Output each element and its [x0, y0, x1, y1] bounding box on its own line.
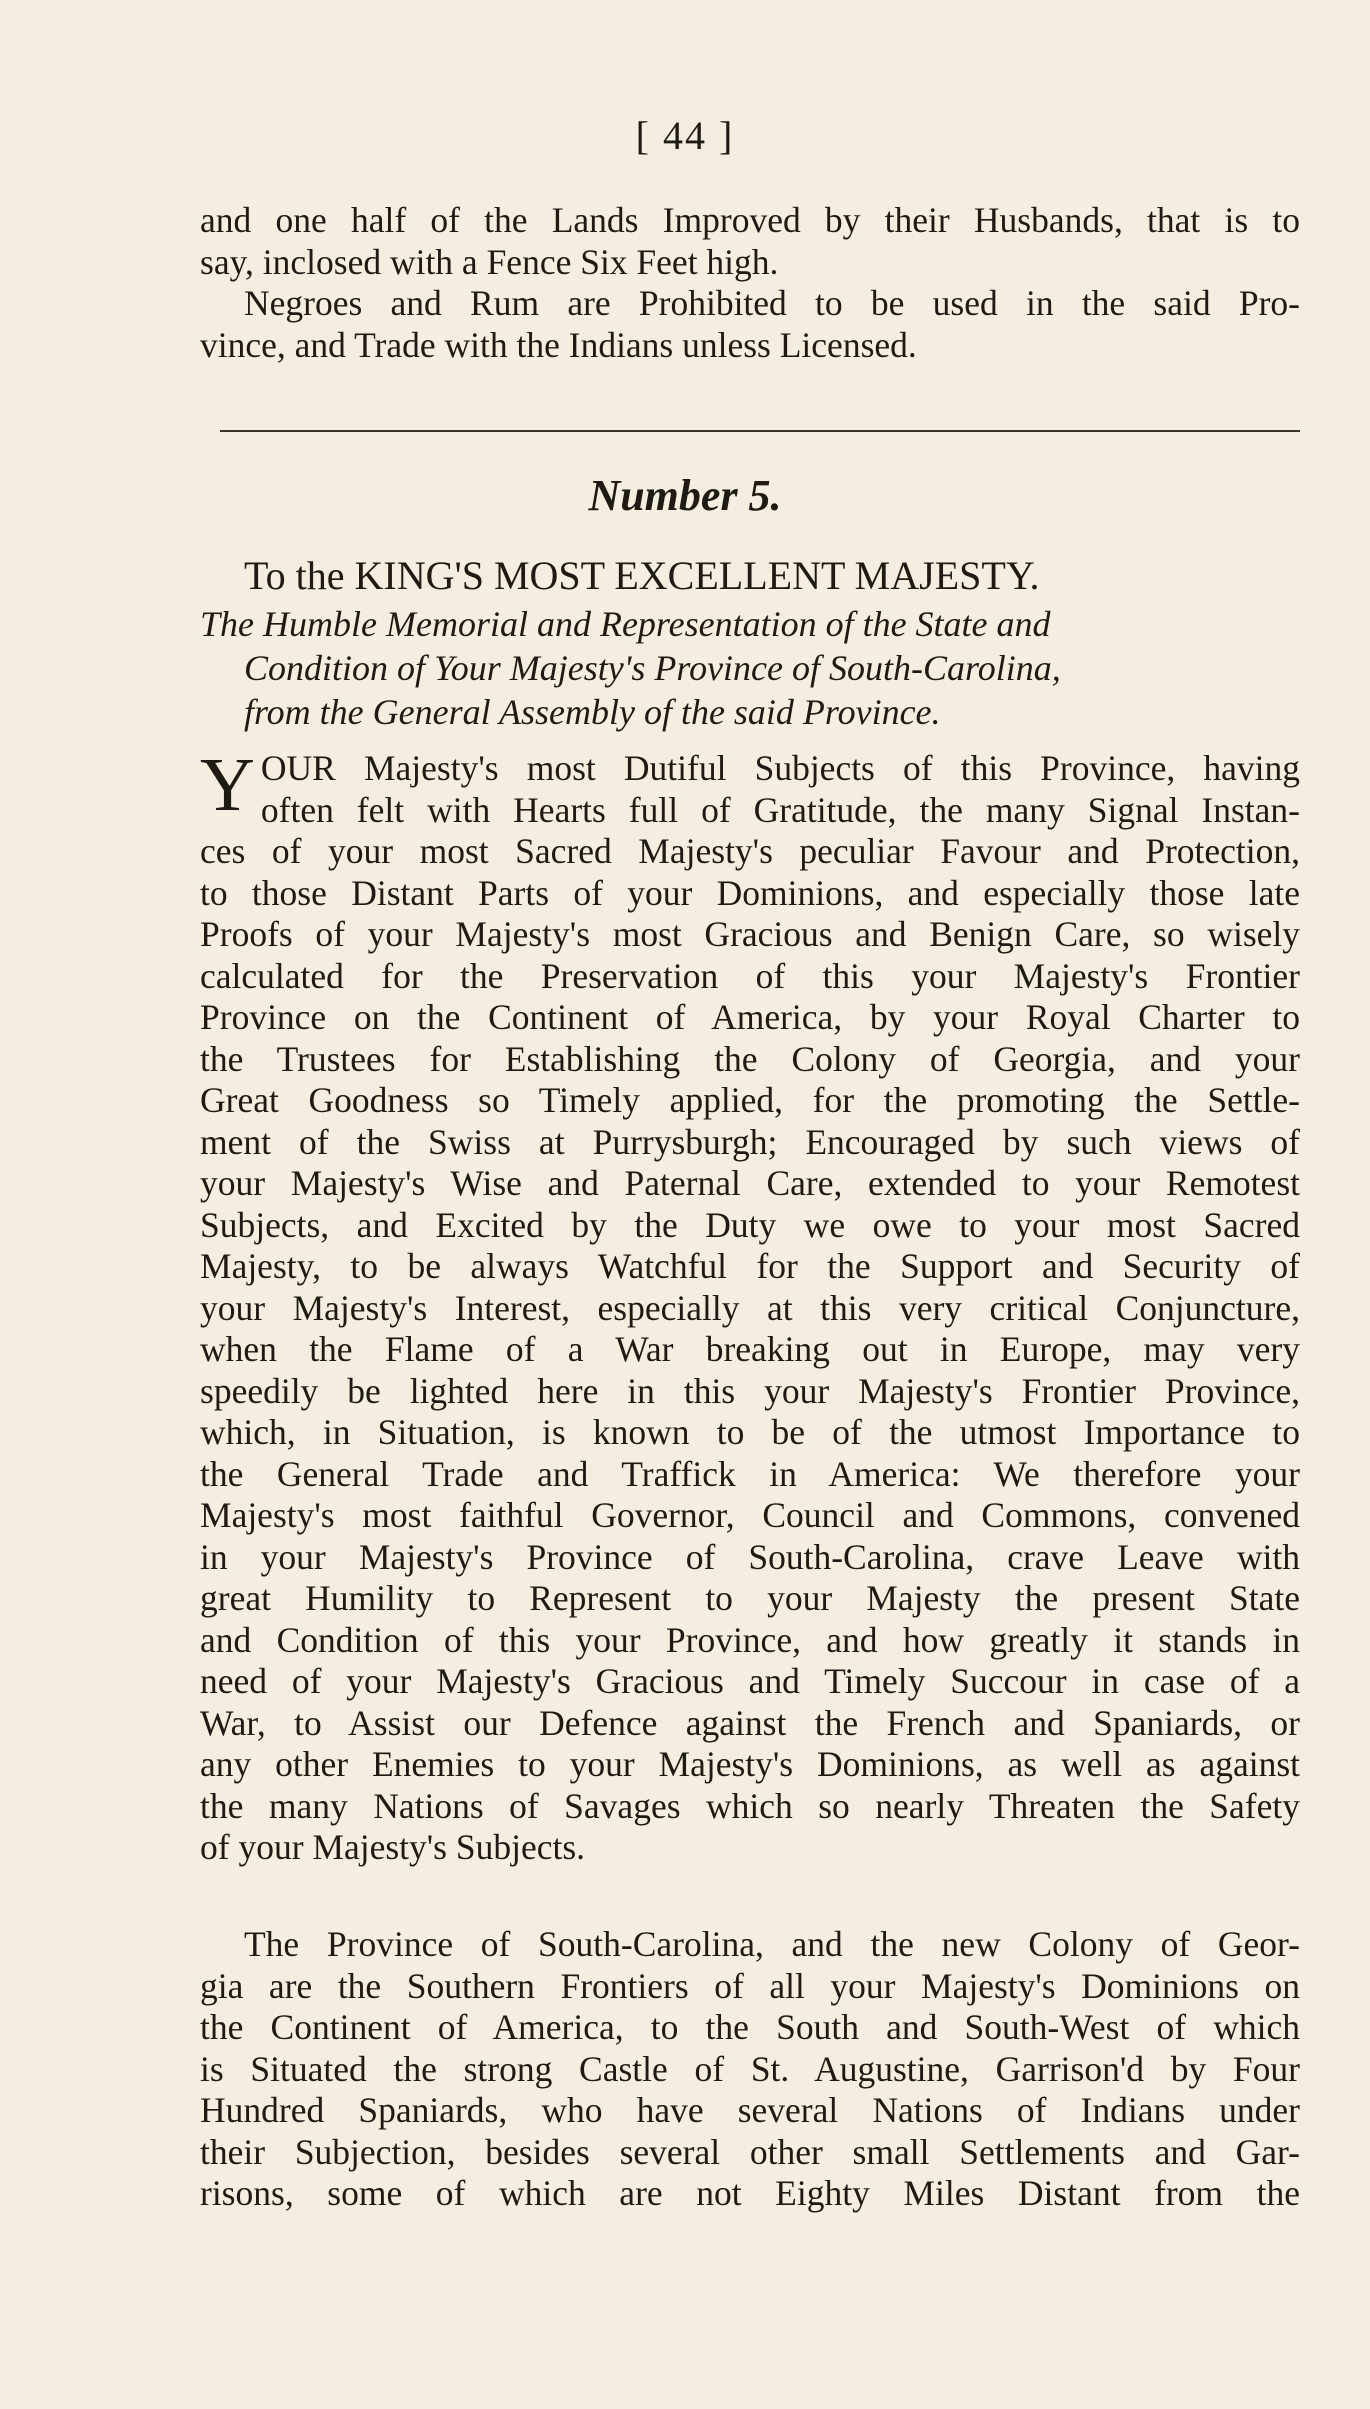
text-line: risons, some of which are not Eighty Miles Distant from the [200, 2173, 1300, 2213]
text-line: calculated for the Preservation of this your Majesty's Frontier [200, 955, 1300, 996]
text-line: ment of the Swiss at Purrysburgh; Encouraged by such views of [200, 1121, 1300, 1162]
paragraph [200, 200, 1300, 283]
text-line: Subjects, and Excited by the Duty we owe to your most Sacred [200, 1204, 1300, 1245]
body-paragraph-2 [200, 1924, 1300, 2215]
memorial-title-line: from the General Assembly of the said Province. [244, 692, 941, 732]
text-line: need of your Majesty's Gracious and Timely Succour in case of a [200, 1661, 1300, 1701]
text-line: great Humility to Represent to your Majesty the present State [200, 1578, 1300, 1618]
text-line: often felt with Hearts full of Gratitude, the many Signal Instan- [260, 789, 1300, 830]
text-line: the Continent of America, to the South and South-West of which [200, 2007, 1300, 2047]
text-line: your Majesty's Interest, especially at this very critical Conjuncture, [200, 1287, 1300, 1328]
page-number: [ 44 ] [635, 113, 735, 158]
text-line: and Condition of this your Province, and how greatly it stands in [200, 1619, 1300, 1660]
text-line: the many Nations of Savages which so nearly Threaten the Safety [200, 1785, 1300, 1826]
text-line: your Majesty's Wise and Paternal Care, extended to your Remotest [200, 1163, 1300, 1203]
section-heading: Number 5. [588, 471, 782, 520]
text-line: Proofs of your Majesty's most Gracious and Benign Care, so wisely [200, 914, 1300, 954]
text-line: Province on the Continent of America, by your Royal Charter to [200, 997, 1300, 1037]
top-text-block [200, 200, 1300, 366]
text-line: The Province of South-Carolina, and the new Colony of Geor- [244, 1924, 1300, 1964]
paragraph [200, 283, 1300, 366]
memorial-title-line: Condition of Your Majesty's Province of South-Carolina, [244, 648, 1061, 688]
text-line: Great Goodness so Timely applied, for the promoting the Settle- [200, 1080, 1300, 1120]
text-line: Negroes and Rum are Prohibited to be used in the said Pro- [244, 283, 1300, 323]
memorial-title [200, 602, 1300, 734]
text-line: say, inclosed with a Fence Six Feet high. [200, 241, 779, 282]
drop-cap: Y [200, 743, 255, 827]
text-line: War, to Assist our Defence against the French and Spaniards, or [200, 1702, 1300, 1743]
text-line: speedily be lighted here in this your Majesty's Frontier Province, [200, 1370, 1300, 1411]
memorial-title-line: The Humble Memorial and Representation of the State and [200, 604, 1051, 644]
text-line: to those Distant Parts of your Dominions, and especially those late [200, 872, 1300, 913]
section-divider [220, 430, 1300, 432]
text-line: Majesty, to be always Watchful for the Support and Security of [200, 1246, 1300, 1286]
text-line: any other Enemies to your Majesty's Dominions, as well as against [200, 1744, 1300, 1784]
text-line: their Subjection, besides several other small Settlements and Gar- [200, 2131, 1300, 2172]
text-line: of your Majesty's Subjects. [200, 1827, 586, 1867]
text-line: ces of your most Sacred Majesty's peculiar Favour and Protection, [200, 831, 1300, 871]
text-line: the General Trade and Traffick in America: We therefore your [200, 1453, 1300, 1494]
body-paragraph-1 [200, 743, 1300, 1869]
text-line: gia are the Southern Frontiers of all your Majesty's Dominions on [200, 1965, 1300, 2006]
address-line: To the KING'S MOST EXCELLENT MAJESTY. [244, 553, 1040, 598]
text-line: and one half of the Lands Improved by their Husbands, that is to [200, 200, 1300, 240]
text-line: vince, and Trade with the Indians unless Licensed. [200, 324, 917, 365]
text-line: the Trustees for Establishing the Colony of Georgia, and your [200, 1038, 1300, 1079]
text-line: Hundred Spaniards, who have several Nations of Indians under [200, 2090, 1300, 2130]
text-line: is Situated the strong Castle of St. Augustine, Garrison'd by Four [200, 2048, 1300, 2089]
text-line: OUR Majesty's most Dutiful Subjects of this Province, having [260, 748, 1300, 788]
text-line: in your Majesty's Province of South-Carolina, crave Leave with [200, 1536, 1300, 1577]
text-line: which, in Situation, is known to be of the utmost Importance to [200, 1412, 1300, 1452]
text-line: when the Flame of a War breaking out in Europe, may very [200, 1329, 1300, 1369]
text-line: Majesty's most faithful Governor, Council and Commons, convened [200, 1495, 1300, 1535]
